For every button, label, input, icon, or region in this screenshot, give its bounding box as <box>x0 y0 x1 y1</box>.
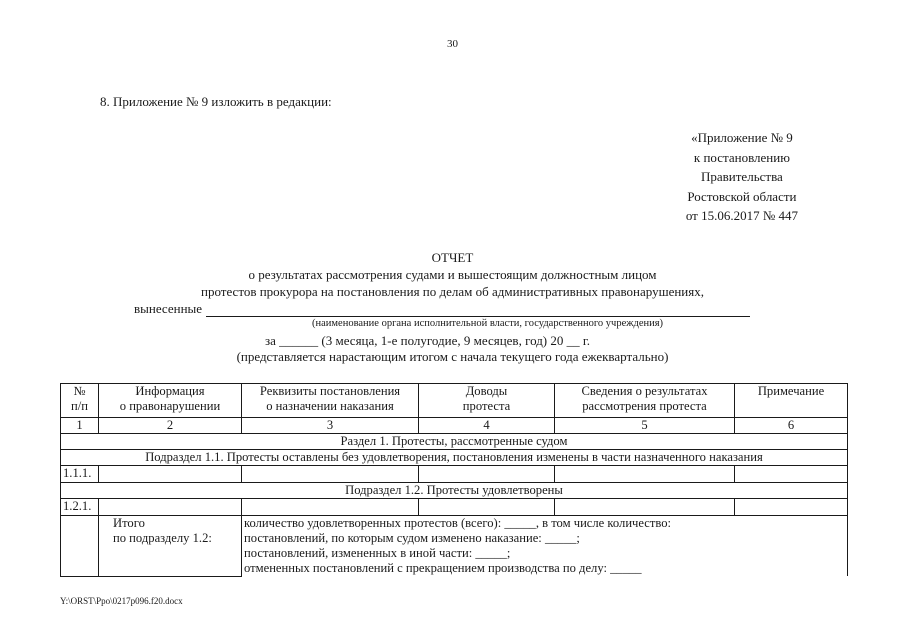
appendix-line: Правительства <box>701 169 783 184</box>
table-row <box>61 466 848 483</box>
subsection-title: Подраздел 1.1. Протесты оставлены без удовлетворения, постановления изменены в части назначенного наказания <box>61 450 848 466</box>
item-text: 8. Приложение № 9 изложить в редакции: <box>100 94 332 109</box>
report-note: (представляется нарастающим итогом с начала текущего года ежеквартально) <box>236 349 669 364</box>
total-line: постановлений, измененных в иной части: _____; <box>244 546 511 560</box>
subsection-title: Подраздел 1.2. Протесты удовлетворены <box>61 483 848 499</box>
table-header-row <box>61 384 848 418</box>
column-number: 3 <box>242 418 419 434</box>
row-number: 1.1.1. <box>61 466 99 483</box>
header-cell-info: Информация о правонарушении <box>99 384 242 418</box>
appendix-line: к постановлению <box>693 149 790 165</box>
table-cell <box>99 499 242 516</box>
table-cell <box>242 466 419 483</box>
total-row <box>61 516 848 577</box>
table-cell <box>99 466 242 483</box>
subsection-row <box>61 483 848 499</box>
table-cell <box>555 466 735 483</box>
total-line: количество удовлетворенных протестов (всего): _____, в том числе количество: <box>244 516 672 530</box>
report-subtitle-1: о результатах рассмотрения судами и вышестоящим должностным лицом <box>248 267 657 282</box>
header-cell-arguments: Доводы протеста <box>419 384 555 418</box>
issued-row <box>134 301 750 317</box>
appendix-block <box>686 128 798 226</box>
column-number: 2 <box>99 418 242 434</box>
table-cell <box>242 499 419 516</box>
table-cell <box>555 499 735 516</box>
table-cell <box>61 516 99 577</box>
table-row <box>61 499 848 516</box>
column-number: 5 <box>555 418 735 434</box>
header-cell-note: Примечание <box>735 384 848 418</box>
header-cell-number: № п/п <box>61 384 99 418</box>
total-text <box>242 516 848 577</box>
appendix-line: Ростовской области <box>687 188 797 204</box>
table-cell <box>735 499 848 516</box>
report-period: за ______ (3 месяца, 1-е полугодие, 9 месяцев, год) 20 __ г. <box>265 333 591 348</box>
table-cell <box>735 466 848 483</box>
column-number: 1 <box>61 418 99 434</box>
header-cell-requisites: Реквизиты постановления о назначении наказания <box>242 384 419 418</box>
appendix-line: «Приложение № 9 <box>691 130 793 145</box>
total-line: отмененных постановлений с прекращением производства по делу: _____ <box>244 561 642 575</box>
issued-label: вынесенные <box>134 301 203 316</box>
issued-fill-line <box>206 303 750 317</box>
table-cell <box>419 466 555 483</box>
page-number: 30 <box>447 38 458 50</box>
column-number: 4 <box>419 418 555 434</box>
section-title: Раздел 1. Протесты, рассмотренные судом <box>61 434 848 450</box>
section-row <box>61 434 848 450</box>
column-number: 6 <box>735 418 848 434</box>
report-subtitle-2: протестов прокурора на постановления по делам об административных правонарушениях, <box>201 284 704 299</box>
total-label: Итого по подразделу 1.2: <box>99 516 242 577</box>
appendix-line: от 15.06.2017 № 447 <box>685 208 798 223</box>
table-cell <box>419 499 555 516</box>
report-title: ОТЧЕТ <box>431 250 474 265</box>
issued-caption: (наименование органа исполнительной власти, государственного учреждения) <box>312 318 664 329</box>
header-cell-results: Сведения о результатах рассмотрения протеста <box>555 384 735 418</box>
row-number: 1.2.1. <box>61 499 99 516</box>
total-line: постановлений, по которым судом изменено наказание: _____; <box>244 531 580 545</box>
report-table <box>60 383 848 577</box>
footer-file-path: Y:\ORST\Ppo\0217p096.f20.docx <box>60 596 183 606</box>
column-number-row <box>61 418 848 434</box>
subsection-row <box>61 450 848 466</box>
